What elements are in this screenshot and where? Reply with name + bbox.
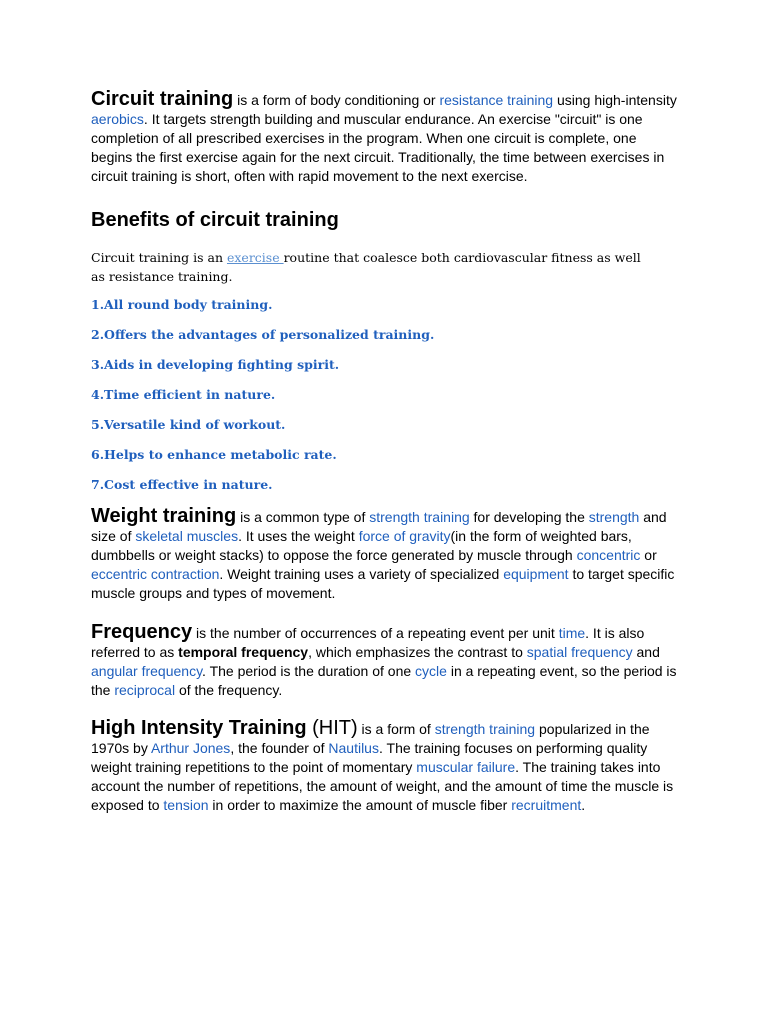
text: to target specific muscle groups and types of movement. [91, 566, 675, 601]
text: routine that coalesce both cardiovascular fitness as well as resistance training. [91, 250, 641, 284]
benefit-item: 3.Aids in developing fighting spirit. [91, 357, 340, 372]
text: . It uses the weight [238, 528, 359, 544]
strength-training-link[interactable]: strength training [434, 721, 536, 737]
benefits-list [91, 294, 434, 504]
eccentric-contraction-link[interactable]: eccentric contraction [91, 566, 220, 582]
text: is the number of occurrences of a repeating event per unit [192, 625, 559, 641]
recruitment-link[interactable]: recruitment [511, 797, 582, 813]
exercise-link[interactable]: exercise [226, 250, 284, 265]
benefits-heading: Benefits of circuit training [91, 209, 339, 231]
arthur-jones-link[interactable]: Arthur Jones [150, 740, 231, 756]
text: and size of [91, 509, 667, 544]
text: (in the form of weighted bars, dumbbells or weight stacks) to oppose the force generated by muscle through [91, 528, 632, 563]
text: . The training focuses on performing quality weight training repetitions to the point of momentary [91, 740, 648, 775]
skeletal-muscles-link[interactable]: skeletal muscles [135, 528, 239, 544]
text: . The period is the duration of one [202, 663, 416, 679]
angular-frequency-link[interactable]: angular frequency [91, 663, 203, 679]
text: is a common type of [236, 509, 370, 525]
circuit-training-paragraph [91, 90, 681, 186]
circuit-training-title: Circuit training [91, 88, 234, 110]
spatial-frequency-link[interactable]: spatial frequency [526, 644, 633, 660]
text: in a repeating event, so the period is the [91, 663, 677, 698]
text: , which emphasizes the contrast to [308, 644, 527, 660]
benefit-item: 5.Versatile kind of workout. [91, 417, 286, 432]
force-of-gravity-link[interactable]: force of gravity [358, 528, 451, 544]
temporal-frequency-term: temporal frequency [178, 644, 309, 660]
text: popularized in the 1970s by [91, 721, 650, 756]
text: in order to maximize the amount of muscle fiber [208, 797, 512, 813]
text: or [640, 547, 657, 563]
time-link[interactable]: time [558, 625, 586, 641]
nautilus-link[interactable]: Nautilus [328, 740, 379, 756]
resistance-training-link[interactable]: resistance training [439, 92, 554, 108]
text: is a form of [357, 721, 435, 737]
weight-training-paragraph [91, 507, 681, 603]
strength-link[interactable]: strength [588, 509, 640, 525]
hit-paragraph [91, 719, 681, 815]
hit-title: High Intensity Training [91, 717, 307, 739]
text: . It targets strength building and muscular endurance. An exercise "circuit" is one completion of all prescribed exercises in the program. When one circuit is complete, one begins the first exercise again for the next circuit. Traditionally, the time between exercises in circuit training is short, often with rapid movement to the next exercise. [91, 111, 665, 184]
text: . Weight training uses a variety of specialized [219, 566, 504, 582]
benefit-item: 6.Helps to enhance metabolic rate. [91, 447, 337, 462]
benefit-item: 7.Cost effective in nature. [91, 477, 273, 492]
tension-link[interactable]: tension [163, 797, 209, 813]
text: using high-intensity [553, 92, 677, 108]
frequency-title: Frequency [91, 621, 193, 643]
reciprocal-link[interactable]: reciprocal [114, 682, 176, 698]
benefit-item: 4.Time efficient in nature. [91, 387, 276, 402]
text: for developing the [469, 509, 589, 525]
weight-training-title: Weight training [91, 505, 237, 527]
text: . It is also referred to as [91, 625, 645, 660]
benefits-intro [91, 248, 651, 286]
text: . The training takes into account the number of repetitions, the amount of weight, and the amount of time the muscle is exposed to [91, 759, 674, 813]
frequency-paragraph [91, 623, 681, 700]
hit-abbreviation: (HIT) [306, 717, 358, 739]
muscular-failure-link[interactable]: muscular failure [416, 759, 516, 775]
text: , the founder of [230, 740, 329, 756]
text: Circuit training is an [91, 250, 227, 265]
strength-training-link[interactable]: strength training [369, 509, 470, 525]
text: of the frequency. [175, 682, 283, 698]
text: is a form of body conditioning or [233, 92, 440, 108]
benefit-item: 1.All round body training. [91, 297, 273, 312]
cycle-link[interactable]: cycle [415, 663, 447, 679]
concentric-link[interactable]: concentric [576, 547, 641, 563]
benefit-item: 2.Offers the advantages of personalized training. [91, 327, 435, 342]
text: and [632, 644, 660, 660]
equipment-link[interactable]: equipment [503, 566, 569, 582]
text: . [581, 797, 586, 813]
aerobics-link[interactable]: aerobics [91, 111, 144, 127]
